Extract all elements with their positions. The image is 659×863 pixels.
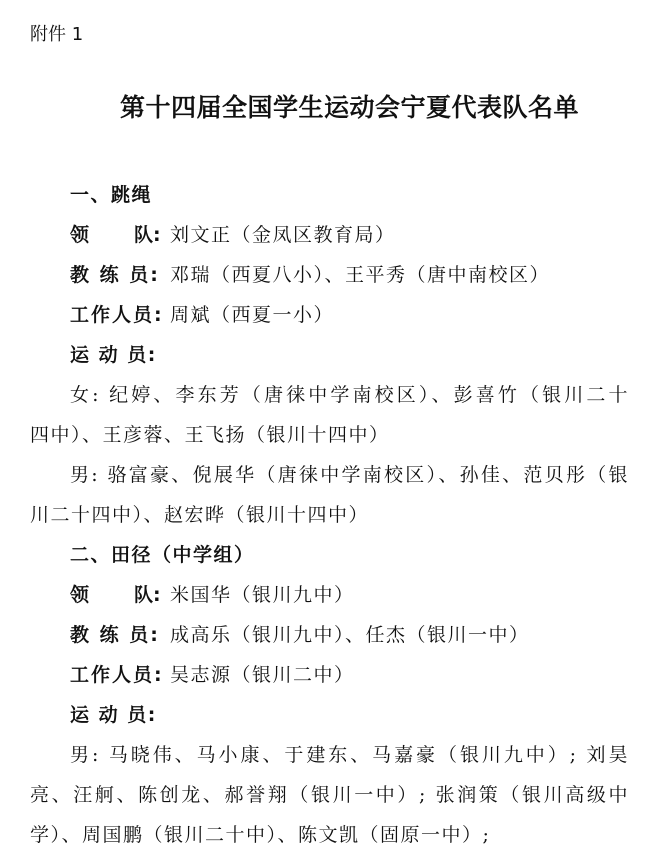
- coach-value: 邓瑞（西夏八小）、王平秀（唐中南校区）: [170, 264, 551, 286]
- leader-label: 领 队:: [70, 224, 161, 246]
- male-athletes-line: 学）、周国鹏（银川二十中）、陈文凯（固原一中）;: [30, 824, 491, 846]
- female-athletes-line: 四中）、王彦蓉、王飞扬（银川十四中）: [30, 424, 390, 446]
- male-athletes-line: 男: 马晓伟、马小康、于建东、马嘉豪（银川九中）; 刘昊: [70, 744, 629, 766]
- male-athletes-line: 川二十四中）、赵宏晔（银川十四中）: [30, 504, 370, 526]
- coach-label: 教 练 员:: [70, 624, 160, 646]
- athletes-label: 运 动 员:: [70, 344, 157, 366]
- female-athletes-line: 女: 纪婷、李东芳（唐徕中学南校区）、彭喜竹（银川二十: [70, 384, 629, 406]
- male-athletes-line: 男: 骆富豪、倪展华（唐徕中学南校区）、孙佳、范贝彤（银: [70, 464, 629, 486]
- leader-value: 米国华（银川九中）: [170, 584, 355, 606]
- document-title: 第十四届全国学生运动会宁夏代表队名单: [119, 93, 579, 122]
- staff-value: 周斌（西夏一小）: [170, 304, 335, 326]
- athletes-label: 运 动 员:: [70, 704, 157, 726]
- staff-line: [70, 300, 334, 327]
- male-athletes-line: 亮、汪舸、陈创龙、郝誉翔（银川一中）; 张润策（银川高级中: [30, 784, 629, 806]
- coach-label: 教 练 员:: [70, 264, 160, 286]
- section-heading: 二、田径（中学组）: [70, 544, 255, 566]
- staff-label: 工作人员:: [70, 664, 164, 686]
- leader-value: 刘文正（金凤区教育局）: [170, 224, 396, 246]
- coach-line: [70, 260, 550, 287]
- attachment-label: 附件 1: [30, 24, 84, 45]
- leader-line: [70, 580, 355, 607]
- coach-value: 成高乐（银川九中）、任杰（银川一中）: [170, 624, 530, 646]
- staff-value: 吴志源（银川二中）: [170, 664, 355, 686]
- staff-label: 工作人员:: [70, 304, 164, 326]
- leader-line: [70, 220, 396, 247]
- coach-line: [70, 620, 530, 647]
- staff-line: [70, 660, 355, 687]
- leader-label: 领 队:: [70, 584, 161, 606]
- section-heading: 一、跳绳: [70, 184, 153, 206]
